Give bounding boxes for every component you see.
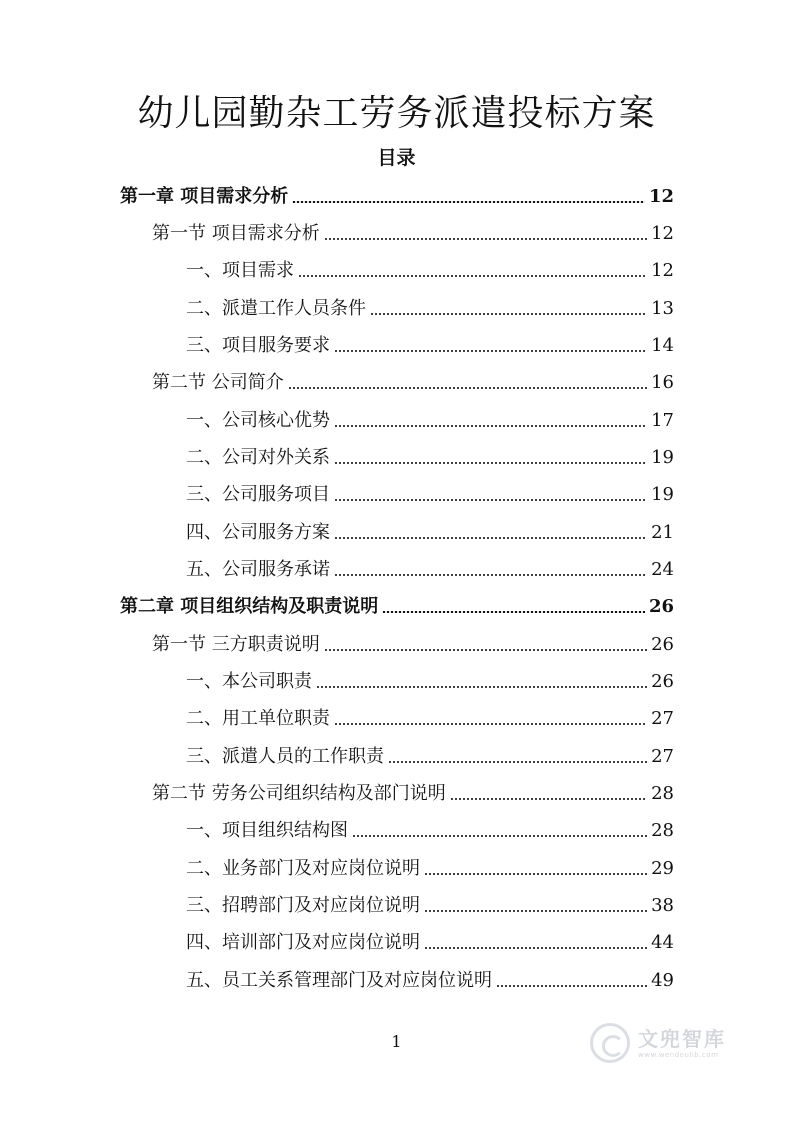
toc-entry-subsection[interactable] (186, 663, 674, 693)
toc-entry-subsection[interactable] (186, 924, 674, 954)
dot-leader (388, 761, 647, 763)
toc-entry-label: 二、用工单位职责 (186, 708, 330, 729)
toc-entry-label: 五、员工关系管理部门及对应岗位说明 (186, 970, 492, 991)
toc-entry-page: 27 (651, 746, 674, 767)
toc-entry-label: 第一节 项目需求分析 (152, 223, 320, 244)
toc-entry-label: 一、项目组织结构图 (186, 820, 348, 841)
toc-entry-label: 二、公司对外关系 (186, 447, 330, 468)
toc-entry-label: 第一章 项目需求分析 (120, 186, 289, 207)
toc-entry-page: 38 (651, 895, 674, 916)
toc-entry-subsection[interactable] (186, 514, 674, 544)
dot-leader (370, 313, 647, 315)
toc-entry-subsection[interactable] (186, 700, 674, 730)
toc-entry-label: 第二章 项目组织结构及职责说明 (120, 596, 379, 617)
toc-entry-subsection[interactable] (186, 738, 674, 768)
toc-entry-page: 21 (651, 522, 674, 543)
toc-entry-subsection[interactable] (186, 327, 674, 357)
dot-leader (450, 798, 647, 800)
toc-entry-subsection[interactable] (186, 887, 674, 917)
toc-heading: 目录 (377, 147, 416, 169)
toc-entry-section[interactable] (152, 775, 674, 805)
toc-entry-page: 49 (651, 970, 674, 991)
watermark-url: www.wendoulib.com (638, 1050, 719, 1059)
toc-entry-page: 14 (651, 335, 674, 356)
toc-entry-subsection[interactable] (186, 439, 674, 469)
toc-entry-page: 12 (651, 260, 674, 281)
toc-entry-chapter[interactable] (120, 178, 674, 208)
toc-entry-page: 24 (651, 559, 674, 580)
watermark-text (638, 1027, 726, 1060)
toc-entry-subsection[interactable] (186, 551, 674, 581)
toc-entry-subsection[interactable] (186, 476, 674, 506)
toc-entry-page: 19 (651, 447, 674, 468)
dot-leader (324, 238, 647, 240)
toc-entry-page: 16 (651, 372, 674, 393)
toc-entry-section[interactable] (152, 364, 674, 394)
toc-entry-page: 17 (651, 410, 674, 431)
dot-leader (496, 985, 647, 987)
toc-entry-page: 26 (648, 596, 674, 617)
page-number: 1 (391, 1032, 402, 1051)
toc-entry-chapter[interactable] (120, 588, 674, 618)
dot-leader (382, 611, 645, 613)
toc-entry-page: 26 (651, 634, 674, 655)
toc-entry-label: 二、业务部门及对应岗位说明 (186, 858, 420, 879)
dot-leader (334, 574, 647, 576)
dot-leader (424, 947, 647, 949)
toc-entry-page: 12 (648, 186, 674, 207)
watermark-name: 文兜智库 (638, 1026, 726, 1051)
toc-entry-label: 第二节 公司简介 (152, 372, 284, 393)
toc-entry-label: 一、公司核心优势 (186, 410, 330, 431)
toc-entry-section[interactable] (152, 626, 674, 656)
toc-entry-label: 三、派遣人员的工作职责 (186, 746, 384, 767)
toc-entry-label: 四、培训部门及对应岗位说明 (186, 932, 420, 953)
toc-entry-label: 第一节 三方职责说明 (152, 634, 320, 655)
toc-entry-subsection[interactable] (186, 290, 674, 320)
toc-entry-page: 19 (651, 484, 674, 505)
toc-entry-page: 28 (651, 783, 674, 804)
toc-entry-subsection[interactable] (186, 402, 674, 432)
toc-entry-page: 12 (651, 223, 674, 244)
document-title: 幼儿园勤杂工劳务派遣投标方案 (137, 93, 656, 134)
toc-entry-page: 28 (651, 820, 674, 841)
toc-entry-page: 27 (651, 708, 674, 729)
dot-leader (334, 537, 647, 539)
toc-entry-label: 三、公司服务项目 (186, 484, 330, 505)
toc-entry-label: 二、派遣工作人员条件 (186, 298, 366, 319)
toc-entry-page: 26 (651, 671, 674, 692)
toc-entry-subsection[interactable] (186, 812, 674, 842)
dot-leader (424, 873, 647, 875)
toc-entry-label: 第二节 劳务公司组织结构及部门说明 (152, 783, 446, 804)
toc-entry-subsection[interactable] (186, 850, 674, 880)
watermark (590, 1018, 765, 1068)
dot-leader (334, 723, 647, 725)
wendou-logo-icon (590, 1023, 630, 1063)
dot-leader (298, 275, 647, 277)
toc-entry-label: 五、公司服务承诺 (186, 559, 330, 580)
dot-leader (288, 387, 647, 389)
toc-entry-page: 44 (651, 932, 674, 953)
toc-entry-page: 29 (651, 858, 674, 879)
dot-leader (334, 499, 647, 501)
toc-entry-label: 一、项目需求 (186, 260, 294, 281)
dot-leader (324, 649, 647, 651)
dot-leader (334, 425, 647, 427)
dot-leader (292, 201, 645, 203)
toc-entry-label: 三、招聘部门及对应岗位说明 (186, 895, 420, 916)
dot-leader (316, 686, 647, 688)
toc-entry-label: 三、项目服务要求 (186, 335, 330, 356)
toc-entry-label: 四、公司服务方案 (186, 522, 330, 543)
toc-entry-page: 13 (651, 298, 674, 319)
toc-entry-subsection[interactable] (186, 252, 674, 282)
toc-entry-subsection[interactable] (186, 962, 674, 992)
dot-leader (352, 835, 647, 837)
dot-leader (334, 462, 647, 464)
toc-entry-section[interactable] (152, 215, 674, 245)
dot-leader (424, 910, 647, 912)
toc-entry-label: 一、本公司职责 (186, 671, 312, 692)
dot-leader (334, 350, 647, 352)
